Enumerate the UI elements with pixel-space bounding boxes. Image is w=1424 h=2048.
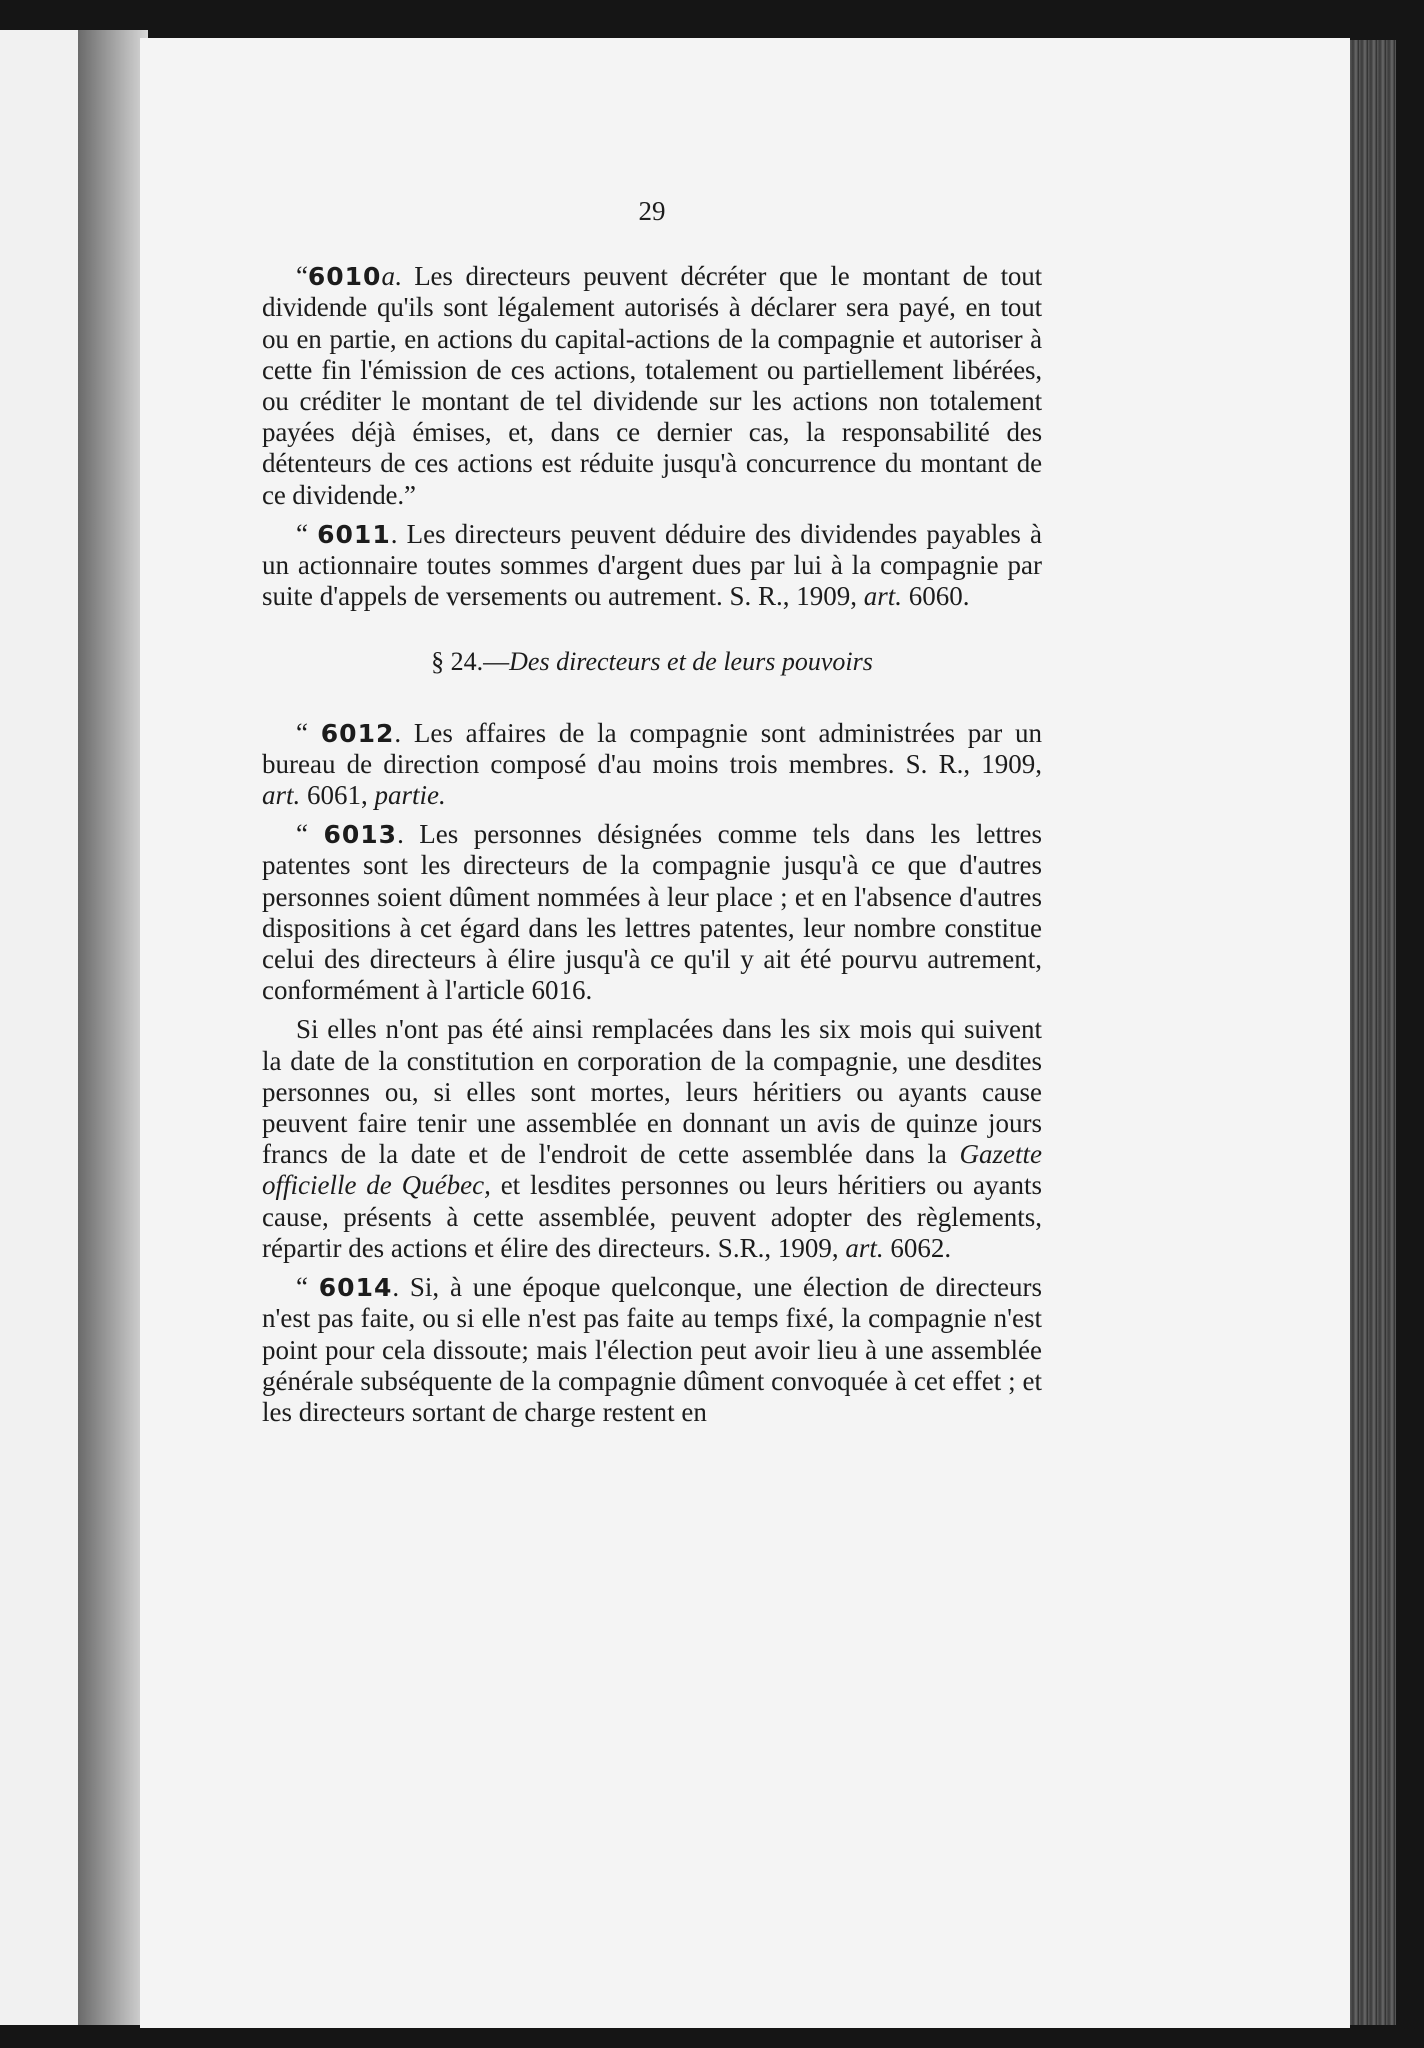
article-number: 6014 xyxy=(318,1273,393,1303)
citation-art: art. xyxy=(262,780,301,811)
page-text xyxy=(262,196,1042,1436)
article-text: . Si, à une époque quelconque, une élection de directeurs n'est pas faite, ou si elle n'est pas faite au temps fixé, la compagnie n'est point pour cela dissoute; mais l'élection peut avoir lieu à une assemblée générale subséquente de la compagnie dûment convoquée à cet effet ; et les directeurs sortant de charge restent en xyxy=(262,1272,1043,1427)
page-stack-edge xyxy=(1350,40,1396,2025)
citation-number: 6061, xyxy=(300,780,375,811)
citation-number: 6060. xyxy=(902,581,970,612)
citation-art: art. xyxy=(845,1232,884,1263)
section-title: Des directeurs et de leurs pouvoirs xyxy=(509,647,873,677)
article-6013 xyxy=(262,819,1042,1006)
article-text: . Les directeurs peuvent déduire des dividendes payables à un actionnaire toutes sommes d'argent dues par lui à la compagnie par suite d'appels de versements ou autrement. S. R., 1909, xyxy=(262,518,1042,612)
section-number: § 24.— xyxy=(431,647,510,677)
open-quote: “ xyxy=(296,717,321,748)
citation-art: art. xyxy=(863,581,903,612)
open-quote: “ xyxy=(296,819,324,850)
page-number: 29 xyxy=(638,196,666,226)
article-6010a xyxy=(262,261,1042,511)
article-6011 xyxy=(262,519,1042,613)
paragraph-text: Si elles n'ont pas été ainsi remplacées dans les six mois qui suivent la date de la constitution en corporation de la compagnie, une desdites personnes ou, si elles sont mortes, leurs héritiers ou ayants cause peuvent faire tenir une assemblée en donnant un avis de quinze jours francs de la date et de l'endroit de cette assemblée dans la xyxy=(262,1014,1042,1170)
section-heading xyxy=(262,646,1042,677)
open-quote: “ xyxy=(296,518,318,549)
book-gutter xyxy=(78,30,148,2025)
citation-part: partie. xyxy=(374,780,446,811)
article-6014 xyxy=(262,1272,1042,1428)
paragraph-text: et lesdites personnes ou leurs héritiers ou ayants cause, présents à cette assemblée, peuvent adopter des règlements, répartir des actions et élire des directeurs. S.R., 1909, xyxy=(262,1170,1042,1263)
open-quote: “ xyxy=(296,1272,319,1303)
article-suffix: a xyxy=(381,261,395,292)
article-text: . Les directeurs peuvent décréter que le montant de tout dividende qu'ils sont légalement autorisés à déclarer sera payé, en tout ou en partie, en actions du capital-actions de la compagnie et autoriser à cette fin l'émission de ces actions, totalement ou partiellement libérées, ou créditer le montant de tel dividende sur les actions non totalement payées déjà émises, et, dans ce dernier cas, la responsabilité des détenteurs de ces actions est réduite jusqu'à concurrence du montant de ce dividende.” xyxy=(262,261,1042,510)
citation-number: 6062. xyxy=(883,1232,952,1263)
open-quote: “ xyxy=(296,261,308,292)
gazette-title: Gazette officielle de Québec, xyxy=(262,1139,1042,1201)
article-text: . Les personnes désignées comme tels dans les lettres patentes sont les directeurs de la compagnie jusqu'à ce que d'autres personnes soient dûment nommées à leur place ; et en l'absence d'autres dispositions à cet égard dans les lettres patentes, leur nombre constitue celui des directeurs à élire jusqu'à ce qu'il y ait été pourvu autrement, conformément à l'article 6016. xyxy=(262,819,1042,1006)
article-number: 6010 xyxy=(307,262,382,292)
article-number: 6013 xyxy=(323,820,398,850)
article-6013-continued xyxy=(262,1014,1042,1264)
article-number: 6011 xyxy=(317,519,391,549)
left-page-edge xyxy=(0,30,78,2025)
article-text: . Les affaires de la compagnie sont administrées par un bureau de direction composé d'au moins trois membres. S. R., 1909, xyxy=(262,717,1042,779)
article-number: 6012 xyxy=(320,718,395,748)
article-6012 xyxy=(262,718,1042,812)
